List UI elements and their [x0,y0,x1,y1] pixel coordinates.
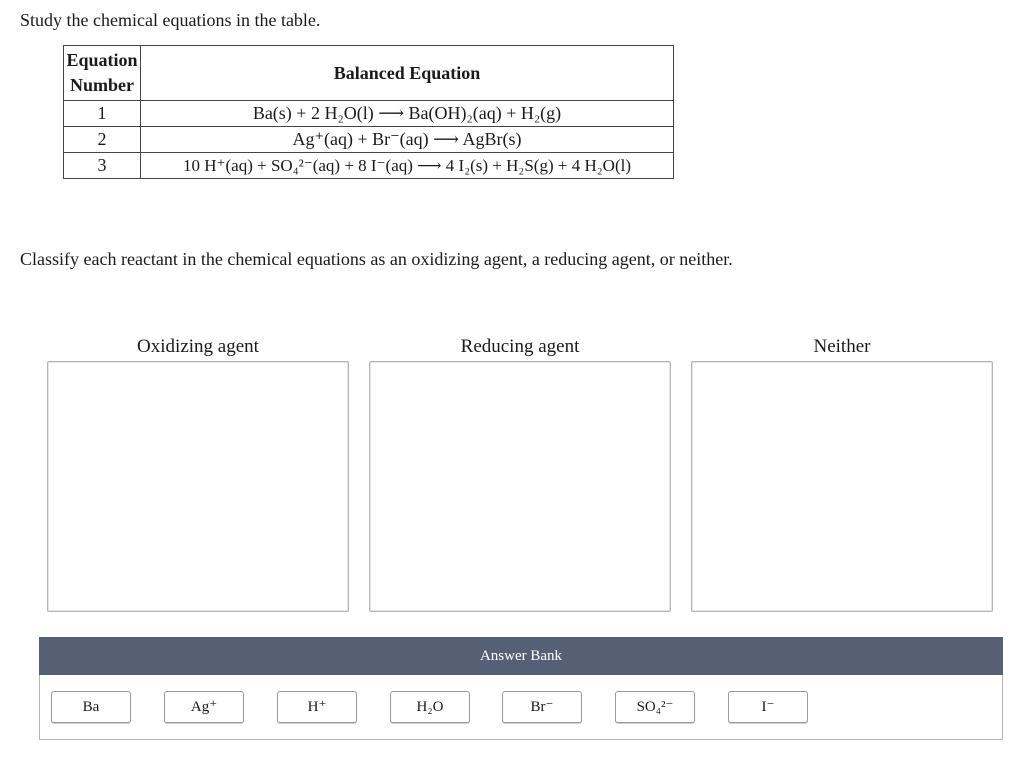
table-row [64,153,674,179]
equation-text: Ba(s) + 2 H₂O(l) ⟶ Ba(OH)₂(aq) + H₂(g) [141,101,674,127]
answer-chip-h-plus[interactable]: H⁺ [277,691,357,723]
answer-chip-h2o[interactable]: H₂O [390,691,470,723]
equation-number: 1 [64,101,141,127]
answer-chip-ag-plus[interactable]: Ag⁺ [164,691,244,723]
table-row [64,101,674,127]
answer-chip-so4-2minus[interactable]: SO₄²⁻ [615,691,695,723]
answer-bank-title: Answer Bank [39,637,1003,675]
neither-drop-zone[interactable] [691,361,993,612]
table-header-row [64,46,674,101]
equation-table [63,45,674,179]
equation-number: 2 [64,127,141,153]
header-balanced-equation: Balanced Equation [141,46,674,101]
header-equation-number [64,46,141,101]
bin-label-oxidizing: Oxidizing agent [137,336,259,357]
answer-chip-br-minus[interactable]: Br⁻ [502,691,582,723]
bin-label-neither: Neither [813,336,871,357]
equation-number: 3 [64,153,141,179]
answer-chip-i-minus[interactable]: I⁻ [728,691,808,723]
equation-text: 10 H⁺(aq) + SO₄²⁻(aq) + 8 I⁻(aq) ⟶ 4 I₂(s) + H₂S(g) + 4 H₂O(l) [141,153,674,179]
header-number-line2: Number [70,75,134,95]
equation-text: Ag⁺(aq) + Br⁻(aq) ⟶ AgBr(s) [141,127,674,153]
prompt-classify: Classify each reactant in the chemical equations as an oxidizing agent, a reducing agent, or neither. [20,249,733,269]
prompt-study: Study the chemical equations in the table. [20,10,321,30]
reducing-agent-drop-zone[interactable] [369,361,671,612]
oxidizing-agent-drop-zone[interactable] [47,361,349,612]
answer-chip-ba[interactable]: Ba [51,691,131,723]
table-row [64,127,674,153]
bin-label-reducing: Reducing agent [460,336,580,357]
header-number-line1: Equation [66,50,138,70]
